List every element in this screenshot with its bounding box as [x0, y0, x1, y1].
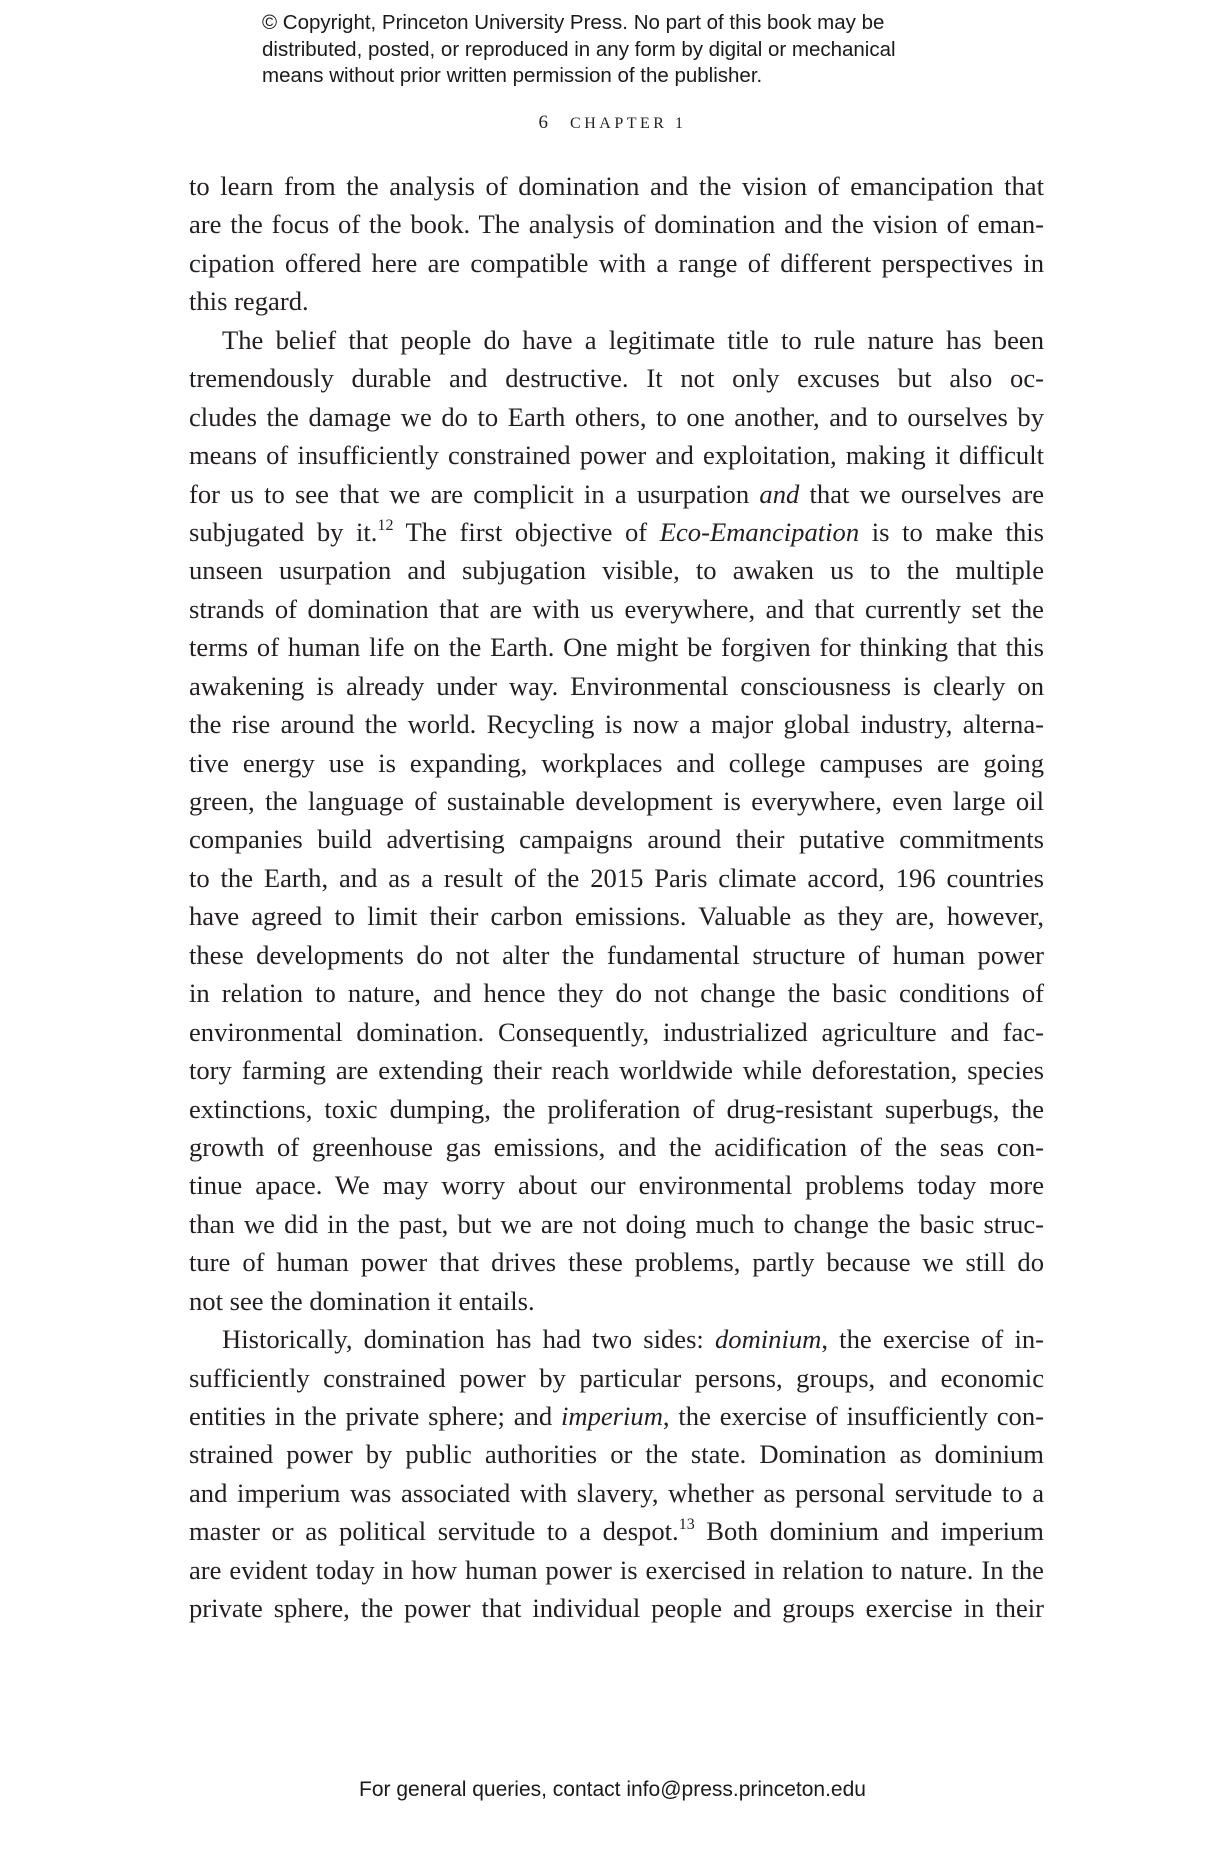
- chapter-label: CHAPTER 1: [570, 115, 687, 132]
- footnote-marker: 12: [377, 516, 394, 534]
- text-line: the rise around the world. Recycling is now a major global industry, alterna-: [189, 709, 1044, 740]
- text-run: Historically, domination has had two sides:: [222, 1324, 715, 1355]
- text-line: growth of greenhouse gas emissions, and the acidification of the seas con-: [189, 1131, 1044, 1162]
- text-line: strained power by public authorities or the state. Domination as dominium: [189, 1439, 1044, 1470]
- text-run: master or as political servitude to a despot.: [189, 1516, 679, 1547]
- text-line: companies build advertising campaigns around their putative commitments: [189, 824, 1044, 855]
- paragraph: [189, 1320, 1044, 1628]
- footer-contact: For general queries, contact info@press.princeton.edu: [359, 1778, 866, 1801]
- text-run: The first objective of: [393, 516, 660, 547]
- text-line: means of insufficiently constrained power and exploitation, making it difficult: [189, 440, 1044, 471]
- text-line: strands of domination that are with us everywhere, and that currently set the: [189, 593, 1044, 624]
- text-line: tive energy use is expanding, workplaces and college campuses are going: [189, 747, 1044, 778]
- text-line: and imperium was associated with slavery, whether as personal servitude to a: [189, 1477, 1044, 1508]
- running-head: [0, 112, 1225, 134]
- text-line: to learn from the analysis of domination and the vision of emancipation that: [189, 171, 1044, 201]
- text-line: ture of human power that drives these problems, partly because we still do: [189, 1247, 1044, 1278]
- text-run: that we ourselves are: [799, 478, 1044, 509]
- text-run: is to make this: [859, 516, 1044, 547]
- copyright-line: means without prior written permission of the publisher.: [262, 64, 763, 87]
- text-line: unseen usurpation and subjugation visible, to awaken us to the multiple: [189, 555, 1044, 586]
- book-title: Eco-Emancipation: [659, 516, 860, 547]
- emphasis: dominium: [714, 1324, 822, 1355]
- text-line: are evident today in how human power is exercised in relation to nature. In the: [189, 1554, 1044, 1585]
- text-line: these developments do not alter the fundamental structure of human power: [189, 939, 1044, 970]
- text-line: have agreed to limit their carbon emissions. Valuable as they are, however,: [189, 901, 1044, 932]
- text-line: [189, 513, 1044, 551]
- text-run: entities in the private sphere; and: [189, 1401, 561, 1431]
- text-line: tory farming are extending their reach worldwide while deforestation, species: [189, 1055, 1044, 1086]
- text-run: for us to see that we are complicit in a usurpation: [189, 478, 760, 509]
- page-number: 6: [538, 112, 549, 133]
- text-run: , the exercise of in-: [821, 1324, 1044, 1355]
- text-line: are the focus of the book. The analysis of domination and the vision of eman-: [189, 209, 1044, 240]
- paragraph: [189, 167, 1044, 321]
- text-line: awakening is already under way. Environmental consciousness is clearly on: [189, 670, 1044, 701]
- emphasis: imperium: [560, 1401, 663, 1431]
- text-line: cludes the damage we do to Earth others, to one another, and to ourselves by: [189, 401, 1044, 432]
- footnote-marker: 13: [678, 1516, 695, 1534]
- copyright-line: distributed, posted, or reproduced in any form by digital or mechanical: [262, 37, 896, 61]
- text-line: terms of human life on the Earth. One might be forgiven for thinking that this: [189, 632, 1044, 663]
- text-line: sufficiently constrained power by particular persons, groups, and economic: [189, 1362, 1044, 1393]
- text-run: Both dominium and imperium: [694, 1516, 1044, 1547]
- emphasis: and: [759, 478, 800, 509]
- paragraph: [189, 321, 1044, 1320]
- text-line: in relation to nature, and hence they do not change the basic conditions of: [189, 978, 1044, 1009]
- text-run: , the exercise of insufficiently con-: [662, 1401, 1044, 1431]
- text-line: private sphere, the power that individual people and groups exercise in their: [189, 1593, 1044, 1624]
- text-line: [189, 1512, 1044, 1550]
- copyright-line: © Copyright, Princeton University Press. No part of this book may be: [262, 11, 885, 34]
- body-text: [189, 167, 1044, 1628]
- text-line: [189, 475, 1044, 513]
- text-line: tremendously durable and destructive. It not only excuses but also oc-: [189, 363, 1044, 394]
- text-line: green, the language of sustainable development is everywhere, even large oil: [189, 786, 1044, 816]
- text-run: subjugated by it.: [189, 516, 378, 547]
- text-line: tinue apace. We may worry about our environmental problems today more: [189, 1170, 1044, 1201]
- text-line: than we did in the past, but we are not doing much to change the basic struc-: [189, 1208, 1044, 1239]
- text-line: [189, 1397, 1044, 1435]
- copyright-notice: [262, 10, 982, 90]
- text-line: cipation offered here are compatible with a range of different perspectives in: [189, 247, 1044, 278]
- text-line: The belief that people do have a legitimate title to rule nature has been: [222, 324, 1044, 355]
- text-line: to the Earth, and as a result of the 2015 Paris climate accord, 196 countries: [189, 862, 1044, 893]
- text-line: environmental domination. Consequently, industrialized agriculture and fac-: [189, 1016, 1044, 1047]
- text-line: not see the domination it entails.: [189, 1285, 535, 1316]
- text-line: extinctions, toxic dumping, the proliferation of drug-resistant superbugs, the: [189, 1093, 1044, 1124]
- text-line: this regard.: [189, 286, 309, 317]
- text-line: [189, 1320, 1044, 1358]
